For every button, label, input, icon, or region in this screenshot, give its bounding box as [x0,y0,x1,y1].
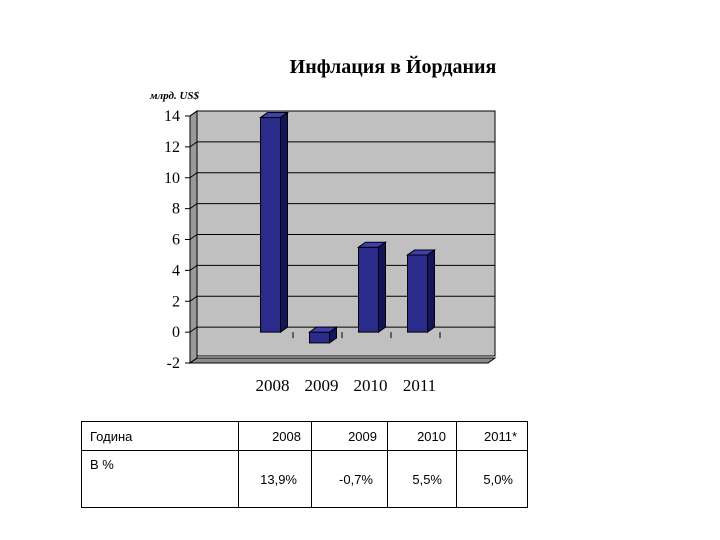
y-tick-label: 14 [164,108,180,125]
y-tick-label: -2 [166,355,180,372]
plot-back-wall [197,111,495,356]
header-label-cell: Година [82,422,239,451]
bar-2008 [261,113,288,333]
value-cell: -0,7% [312,451,388,508]
table-header-row [82,422,528,451]
bar-side [281,113,288,333]
y-axis-unit-label: млрд. US$ [150,90,200,102]
bar-2009 [310,327,337,343]
y-tick-label: 10 [164,169,180,187]
inflation-data-table [81,421,528,508]
y-tick-label: 4 [172,262,180,280]
value-cell: 5,0% [457,451,528,508]
bar-2011 [408,250,435,332]
value-cell: 5,5% [388,451,457,508]
row-label-cell: В % [82,451,239,508]
bar [310,332,330,343]
header-year-cell: 2010 [388,422,457,451]
x-tick-label: 2008 [255,376,290,395]
plot-area [190,111,495,363]
bar [408,255,428,332]
bar-2010 [359,242,386,332]
y-axis [164,108,190,372]
y-tick-label: 8 [172,200,180,218]
bar [261,118,281,333]
x-tick-label: 2010 [353,376,388,395]
y-tick-label: 2 [172,293,180,311]
bar [359,247,379,332]
header-year-cell: 2009 [312,422,388,451]
header-year-cell: 2011* [457,422,528,451]
y-tick-label: 6 [172,231,180,249]
table-value-row [82,451,528,508]
bar-side [379,242,386,332]
x-tick-label: 2011 [402,376,437,395]
y-tick-label: 12 [164,138,180,156]
value-cell: 13,9% [239,451,312,508]
bar-side [428,250,435,332]
plot-floor [190,358,495,363]
x-tick-label: 2009 [304,376,339,395]
header-year-cell: 2008 [239,422,312,451]
chart-title: Инфлация в Йордания [289,56,497,78]
y-tick-label: 0 [172,324,180,342]
